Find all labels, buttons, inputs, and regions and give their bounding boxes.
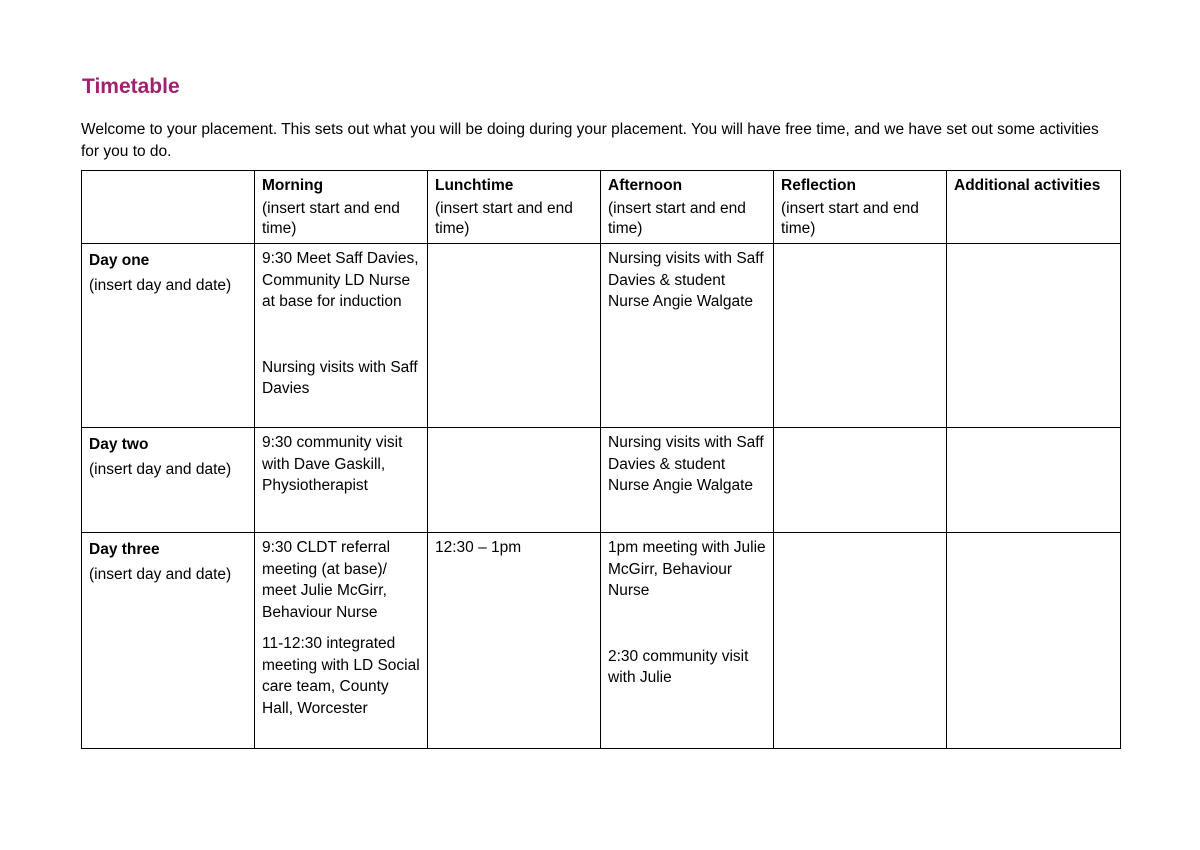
reflection-cell: [774, 244, 947, 428]
activity-text: Nursing visits with Saff Davies & student Nurse Angie Walgate: [608, 434, 764, 494]
header-afternoon: [601, 171, 774, 244]
header-subtitle: (insert start and end time): [262, 200, 400, 237]
header-empty-cell: [82, 171, 255, 244]
activity-text: 12:30 – 1pm: [435, 539, 522, 556]
afternoon-cell: [601, 428, 774, 533]
day-date-placeholder: (insert day and date): [89, 276, 232, 294]
header-title: Morning: [262, 177, 324, 194]
header-morning: [255, 171, 428, 244]
activity-text: 9:30 CLDT referral meeting (at base)/ meet Julie McGirr, Behaviour Nurse: [262, 539, 391, 621]
header-subtitle: (insert start and end time): [781, 200, 919, 237]
activity-text: Nursing visits with Saff Davies: [262, 358, 418, 397]
morning-cell: [255, 428, 428, 533]
timetable-table: [81, 170, 1121, 749]
activity-text: 11-12:30 integrated meeting with LD Social care team, County Hall, Worcester: [262, 635, 420, 717]
table-row: [82, 244, 1121, 428]
morning-cell: [255, 244, 428, 428]
reflection-cell: [774, 428, 947, 533]
header-subtitle: (insert start and end time): [608, 200, 746, 237]
afternoon-cell: [601, 533, 774, 749]
header-subtitle: (insert start and end time): [435, 200, 573, 237]
header-lunchtime: [428, 171, 601, 244]
header-reflection: [774, 171, 947, 244]
additional-cell: [947, 533, 1121, 749]
header-title: Additional activities: [954, 177, 1101, 194]
day-cell: [82, 244, 255, 428]
day-date-placeholder: (insert day and date): [89, 565, 232, 583]
additional-cell: [947, 428, 1121, 533]
afternoon-cell: [601, 244, 774, 428]
additional-cell: [947, 244, 1121, 428]
activity-text: 9:30 Meet Saff Davies, Community LD Nurse at base for induction: [262, 250, 419, 310]
day-label: Day three: [89, 541, 160, 558]
lunchtime-cell: [428, 428, 601, 533]
header-additional-activities: [947, 171, 1121, 244]
header-title: Reflection: [781, 177, 856, 194]
lunchtime-cell: [428, 244, 601, 428]
day-cell: [82, 533, 255, 749]
lunchtime-cell: [428, 533, 601, 749]
morning-cell: [255, 533, 428, 749]
header-title: Afternoon: [608, 177, 683, 194]
page-title: Timetable: [82, 75, 180, 98]
reflection-cell: [774, 533, 947, 749]
activity-text: 9:30 community visit with Dave Gaskill, Physiotherapist: [262, 434, 403, 494]
day-cell: [82, 428, 255, 533]
activity-text: 2:30 community visit with Julie: [608, 647, 749, 686]
header-row: [82, 171, 1121, 244]
day-label: Day one: [89, 252, 150, 269]
table-row: [82, 428, 1121, 533]
intro-paragraph: Welcome to your placement. This sets out what you will be doing during your placement. You will have free time, and we have set out some activities for you to do.: [81, 121, 1099, 160]
header-title: Lunchtime: [435, 177, 514, 194]
day-label: Day two: [89, 436, 149, 453]
activity-text: 1pm meeting with Julie McGirr, Behaviour Nurse: [608, 539, 766, 599]
table-row: [82, 533, 1121, 749]
activity-text: Nursing visits with Saff Davies & student Nurse Angie Walgate: [608, 250, 764, 310]
day-date-placeholder: (insert day and date): [89, 460, 232, 478]
